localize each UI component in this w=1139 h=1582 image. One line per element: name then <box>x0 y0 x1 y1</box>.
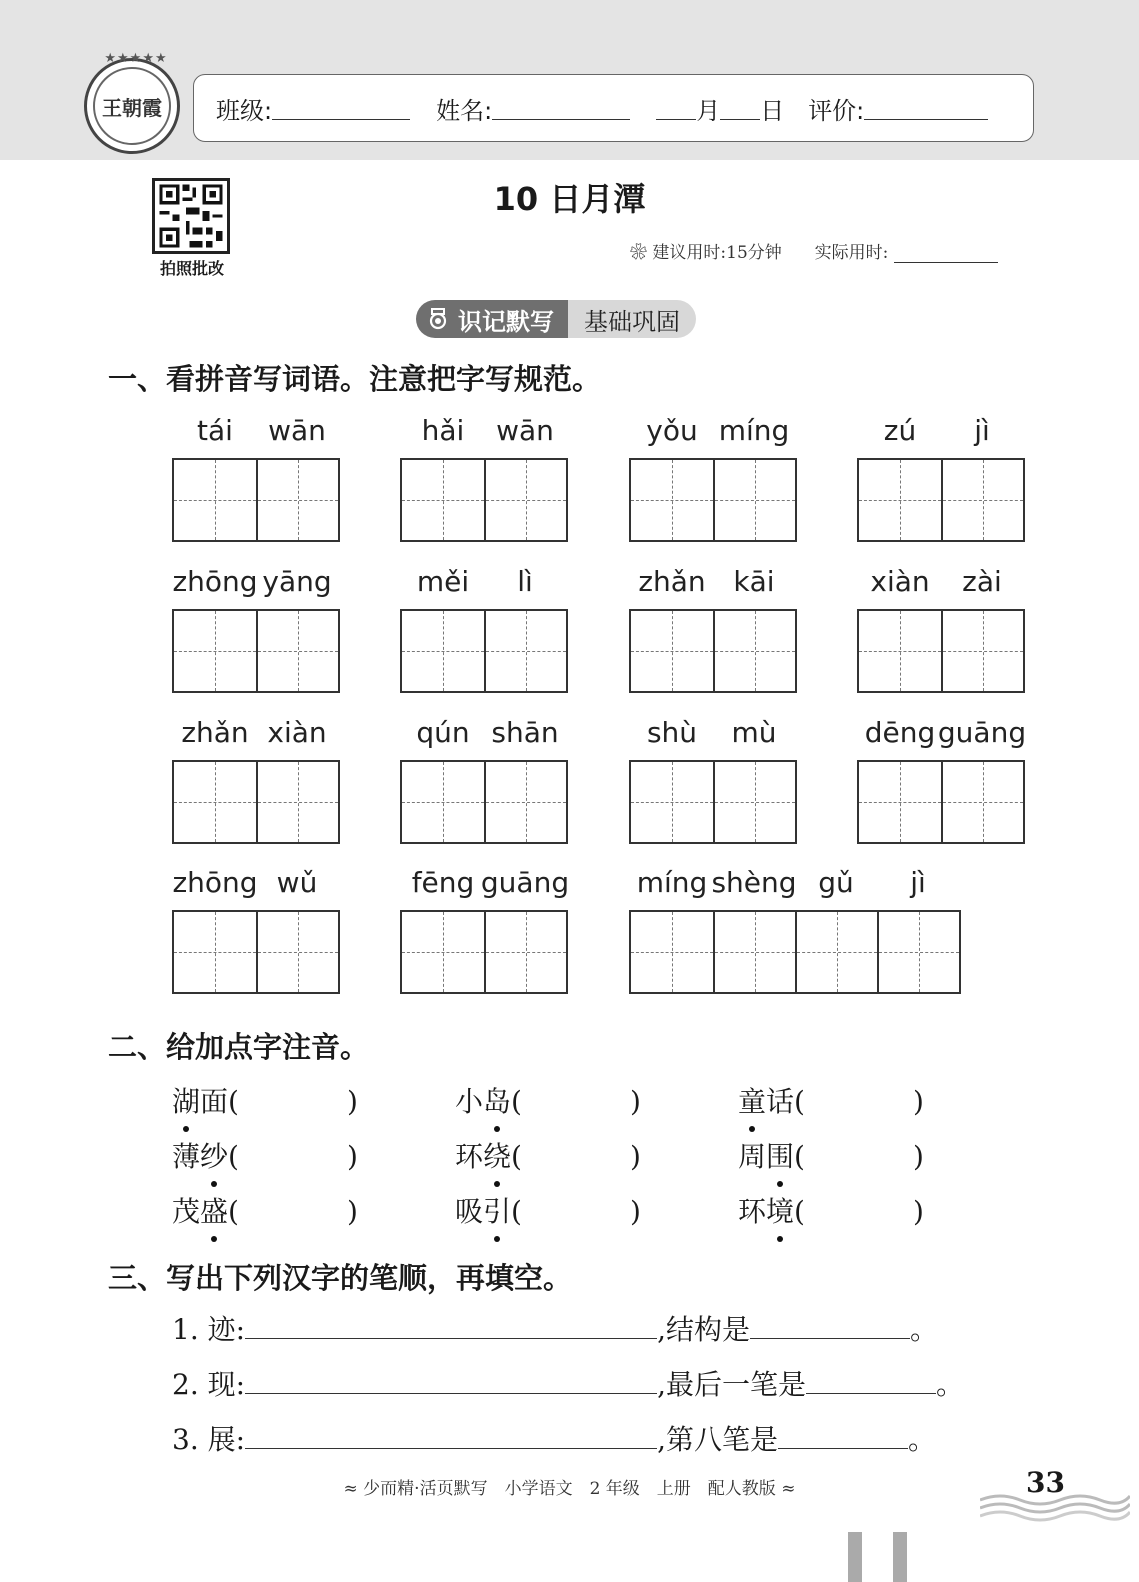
writing-cell[interactable] <box>256 912 338 992</box>
pinyin-row <box>400 866 568 900</box>
character: 围 <box>766 1135 794 1175</box>
stroke-order-blank[interactable] <box>245 1421 657 1449</box>
class-field[interactable] <box>272 96 410 120</box>
logo-text: 王朝霞 <box>93 67 171 145</box>
pinyin-syllable: míng <box>718 414 790 447</box>
writing-cell[interactable] <box>631 460 713 540</box>
lesson-title: 10 日月潭 <box>493 180 646 218</box>
writing-cell[interactable] <box>484 912 566 992</box>
tianzi-grid <box>172 458 340 542</box>
writing-cell[interactable] <box>402 762 484 842</box>
pinyin-row <box>400 716 568 750</box>
name-label: 姓名: <box>436 96 493 125</box>
actual-time-label: 实际用时: <box>814 243 889 263</box>
pinyin-syllable: kāi <box>733 565 775 598</box>
stroke-order-item <box>172 1308 938 1348</box>
pinyin-syllable: zài <box>962 565 1002 598</box>
pinyin-syllable: lì <box>517 565 533 598</box>
tianzi-grid <box>857 458 1025 542</box>
pinyin-syllable: guāng <box>480 866 570 899</box>
day-label: 日 <box>760 96 785 125</box>
pinyin-row <box>857 716 1025 750</box>
pinyin-syllable: dēng <box>864 716 936 749</box>
item-end: 。 <box>909 1313 938 1346</box>
tianzi-grid <box>857 609 1025 693</box>
edge-marker <box>848 1532 862 1582</box>
pinyin-row <box>857 565 1025 599</box>
close-paren: ) <box>912 1195 924 1228</box>
item-question: ,最后一笔是 <box>657 1368 806 1401</box>
pinyin-row <box>172 716 340 750</box>
pinyin-row <box>400 414 568 448</box>
pinyin-syllable: guāng <box>937 716 1027 749</box>
writing-cell[interactable] <box>484 611 566 691</box>
section-tag <box>416 300 696 338</box>
tianzi-grid <box>172 910 340 994</box>
writing-cell[interactable] <box>174 912 256 992</box>
section-tag-secondary: 基础巩固 <box>568 300 696 338</box>
writing-cell[interactable] <box>256 611 338 691</box>
item-end: 。 <box>907 1423 936 1456</box>
pinyin-syllable: měi <box>416 565 470 598</box>
pinyin-syllable: gǔ <box>818 866 854 899</box>
character: 引 <box>483 1190 511 1230</box>
pinyin-syllable: zhǎn <box>638 565 706 598</box>
pinyin-syllable: wān <box>496 414 554 447</box>
q2-heading: 二、给加点字注音。 <box>108 1030 370 1064</box>
writing-cell[interactable] <box>174 611 256 691</box>
pinyin-syllable: shù <box>646 716 698 749</box>
writing-cell[interactable] <box>174 762 256 842</box>
pinyin-syllable: wān <box>268 414 326 447</box>
month-label: 月 <box>696 96 721 125</box>
pinyin-row <box>400 565 568 599</box>
q3-heading: 三、写出下列汉字的笔顺，再填空。 <box>108 1261 573 1295</box>
close-paren: ) <box>346 1085 358 1118</box>
item-prefix: 1. 迹: <box>172 1313 246 1346</box>
pinyin-syllable: jì <box>974 414 990 447</box>
character: 绕 <box>483 1135 511 1175</box>
pinyin-syllable: zhōng <box>172 866 258 899</box>
pinyin-annotation-item <box>738 1080 924 1120</box>
pinyin-row <box>629 866 961 900</box>
rating-label: 评价: <box>808 96 865 125</box>
writing-cell[interactable] <box>941 460 1023 540</box>
writing-cell[interactable] <box>631 611 713 691</box>
rating-field[interactable] <box>864 96 988 120</box>
publisher-logo <box>84 51 180 154</box>
character: 薄 <box>172 1140 201 1173</box>
pinyin-syllable: xiàn <box>267 716 327 749</box>
writing-cell[interactable] <box>402 611 484 691</box>
close-paren: ) <box>912 1085 924 1118</box>
pinyin-syllable: yǒu <box>646 414 698 447</box>
writing-cell[interactable] <box>713 460 795 540</box>
q1-heading: 一、看拼音写词语。注意把字写规范。 <box>108 362 602 396</box>
open-paren: ( <box>794 1195 805 1228</box>
tianzi-grid <box>629 760 797 844</box>
edge-marker <box>893 1532 907 1582</box>
open-paren: ( <box>228 1085 239 1118</box>
section-tag-primary <box>416 300 568 338</box>
character: 纱 <box>200 1135 228 1175</box>
writing-cell[interactable] <box>631 912 713 992</box>
character: 面 <box>200 1085 229 1118</box>
tianzi-grid <box>400 910 568 994</box>
character: 周 <box>738 1140 767 1173</box>
pinyin-syllable: zhǎn <box>181 716 249 749</box>
tianzi-grid <box>172 760 340 844</box>
open-paren: ( <box>228 1195 239 1228</box>
tianzi-grid <box>629 910 961 994</box>
pinyin-syllable: mù <box>731 716 777 749</box>
close-paren: ) <box>346 1195 358 1228</box>
section-tag-primary-text: 识记默写 <box>458 307 554 336</box>
open-paren: ( <box>511 1085 522 1118</box>
writing-cell[interactable] <box>484 460 566 540</box>
pinyin-syllable: zú <box>883 414 917 447</box>
writing-cell[interactable] <box>174 460 256 540</box>
class-label: 班级: <box>216 96 273 125</box>
pinyin-row <box>629 716 797 750</box>
item-prefix: 3. 展: <box>172 1423 246 1456</box>
tianzi-grid <box>400 458 568 542</box>
pinyin-syllable: zhōng <box>172 565 258 598</box>
character: 小 <box>455 1085 484 1118</box>
close-paren: ) <box>629 1085 641 1118</box>
answer-blank[interactable] <box>750 1311 910 1339</box>
tianzi-grid <box>629 609 797 693</box>
pinyin-row <box>172 414 340 448</box>
close-paren: ) <box>629 1195 641 1228</box>
writing-cell[interactable] <box>631 762 713 842</box>
writing-cell[interactable] <box>256 460 338 540</box>
item-prefix: 2. 现: <box>172 1368 246 1401</box>
character: 环 <box>455 1140 484 1173</box>
page-number: 33 <box>1026 1466 1065 1499</box>
pinyin-annotation-item <box>172 1080 358 1120</box>
writing-cell[interactable] <box>402 912 484 992</box>
item-end: 。 <box>935 1368 964 1401</box>
student-info-box <box>193 74 1034 142</box>
character: 盛 <box>200 1190 228 1230</box>
writing-cell[interactable] <box>256 762 338 842</box>
writing-cell[interactable] <box>713 762 795 842</box>
writing-cell[interactable] <box>877 912 959 992</box>
pinyin-row <box>172 565 340 599</box>
time-info <box>630 238 998 263</box>
answer-blank[interactable] <box>806 1366 936 1394</box>
pinyin-row <box>629 565 797 599</box>
close-paren: ) <box>912 1140 924 1173</box>
character: 童 <box>738 1080 766 1120</box>
open-paren: ( <box>511 1195 522 1228</box>
pinyin-syllable: xiàn <box>870 565 930 598</box>
character: 环 <box>738 1195 767 1228</box>
pinyin-annotation-item <box>455 1190 641 1230</box>
character: 茂 <box>172 1195 201 1228</box>
writing-cell[interactable] <box>859 460 941 540</box>
pinyin-syllable: yāng <box>262 565 332 598</box>
pinyin-syllable: fēng <box>411 866 475 899</box>
pinyin-syllable: hǎi <box>421 414 465 447</box>
pinyin-syllable: wǔ <box>276 866 318 899</box>
pinyin-annotation-item <box>172 1135 358 1175</box>
writing-cell[interactable] <box>941 762 1023 842</box>
character: 吸 <box>455 1195 484 1228</box>
qr-label: 拍照批改 <box>159 259 224 278</box>
open-paren: ( <box>794 1085 805 1118</box>
item-question: ,第八笔是 <box>657 1423 778 1456</box>
tianzi-grid <box>172 609 340 693</box>
writing-cell[interactable] <box>402 460 484 540</box>
pinyin-row <box>172 866 340 900</box>
actual-time-field[interactable] <box>894 245 998 263</box>
stroke-order-blank[interactable] <box>245 1366 657 1394</box>
pinyin-annotation-item <box>455 1135 641 1175</box>
footer-book-info: ≈ 少而精·活页默写 小学语文 2 年级 上册 配人教版 ≈ <box>343 1479 796 1499</box>
writing-cell[interactable] <box>859 611 941 691</box>
day-field[interactable] <box>720 96 760 120</box>
stroke-order-item <box>172 1418 936 1458</box>
writing-cell[interactable] <box>859 762 941 842</box>
character: 岛 <box>483 1080 511 1120</box>
writing-cell[interactable] <box>713 912 795 992</box>
stroke-order-item <box>172 1363 964 1403</box>
tianzi-grid <box>629 458 797 542</box>
pinyin-annotation-item <box>738 1135 924 1175</box>
stroke-order-blank[interactable] <box>245 1311 657 1339</box>
tianzi-grid <box>857 760 1025 844</box>
suggested-time: 建议用时:15分钟 <box>652 243 782 263</box>
writing-cell[interactable] <box>484 762 566 842</box>
writing-cell[interactable] <box>713 611 795 691</box>
pinyin-row <box>629 414 797 448</box>
writing-cell[interactable] <box>795 912 877 992</box>
close-paren: ) <box>629 1140 641 1173</box>
month-field[interactable] <box>656 96 696 120</box>
item-question: ,结构是 <box>657 1313 750 1346</box>
pinyin-syllable: qún <box>416 716 470 749</box>
open-paren: ( <box>228 1140 239 1173</box>
pinyin-syllable: shèng <box>711 866 797 899</box>
tianzi-grid <box>400 760 568 844</box>
close-paren: ) <box>346 1140 358 1173</box>
logo-stars-icon: ★★★★★ <box>104 51 168 66</box>
pinyin-syllable: jì <box>910 866 926 899</box>
pinyin-syllable: míng <box>636 866 708 899</box>
clock-icon: ❀ <box>630 243 647 263</box>
character: 湖 <box>172 1080 200 1120</box>
tianzi-grid <box>400 609 568 693</box>
pinyin-annotation-item <box>455 1080 641 1120</box>
pinyin-syllable: shān <box>491 716 559 749</box>
name-field[interactable] <box>492 96 630 120</box>
pinyin-row <box>857 414 1025 448</box>
pinyin-annotation-item <box>738 1190 924 1230</box>
pinyin-syllable: tái <box>197 414 233 447</box>
open-paren: ( <box>511 1140 522 1173</box>
character: 境 <box>766 1190 794 1230</box>
open-paren: ( <box>794 1140 805 1173</box>
character: 话 <box>766 1085 795 1118</box>
answer-blank[interactable] <box>778 1421 908 1449</box>
pinyin-annotation-item <box>172 1190 358 1230</box>
medal-icon <box>426 307 450 331</box>
writing-cell[interactable] <box>941 611 1023 691</box>
